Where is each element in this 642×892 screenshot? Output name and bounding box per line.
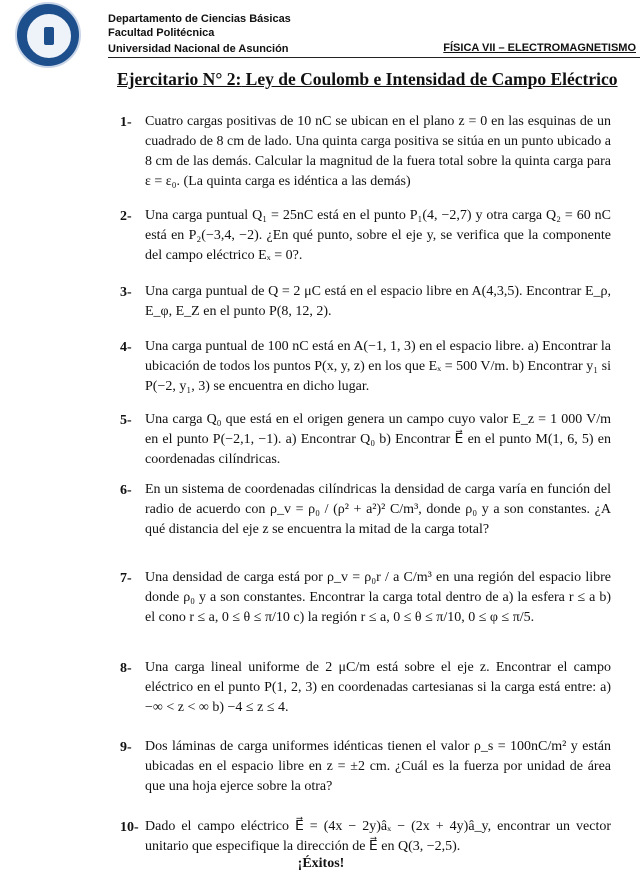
problem-text: Una carga puntual de 100 nC está en A(−1, 1, 3) en el espacio libre. a) Encontrar la ubicación de todos los puntos P(x, y, z) en los que Eₓ = 500 V/m. b) Encontrar y₁ si P(−2, y₁, 3) se encuentra en dicho lugar. — [145, 339, 611, 394]
problem-number: 7- — [120, 571, 132, 586]
problem-number: 10- — [120, 820, 139, 835]
problem-text: Cuatro cargas positivas de 10 nC se ubican en el plano z = 0 en las esquinas de un cuadrado de 8 cm de lado. Una quinta carga positiva se sitúa en un punto ubicado a 8 cm de las demás. Calcular la magnitud de la fuera total sobre la quinta carga para ε = ε₀. (La quinta carga es idéntica a las demás) — [145, 114, 611, 189]
problem-number: 9- — [120, 740, 132, 755]
problem-text: En un sistema de coordenadas cilíndricas la densidad de carga varía en función del radio de acuerdo con ρ_v = ρ₀ / (ρ² + a²)² C/m³, donde ρ₀ y a son constantes. ¿A qué distancia del eje z se encuentra la mitad de la carga total? — [145, 482, 611, 537]
problem-number: 2- — [120, 209, 132, 224]
problem-number: 3- — [120, 285, 132, 300]
problem-text: Dado el campo eléctrico E⃗ = (4x − 2y)âₓ − (2x + 4y)â_y, encontrar un vector unitario que especifique la dirección de E⃗ en Q(3, −2,5). — [145, 819, 611, 854]
logo-inner-seal — [26, 13, 72, 59]
header-divider — [108, 57, 640, 58]
problem-number: 4- — [120, 340, 132, 355]
university-logo — [15, 2, 81, 68]
logo-mark — [44, 27, 54, 45]
problem-text: Una carga Q₀ que está en el origen genera un campo cuyo valor E_z = 1 000 V/m en el punto P(−2,1, −1). a) Encontrar Q₀ b) Encontrar E⃗ en el punto M(1, 6, 5) en coordenadas cilíndricas. — [145, 412, 611, 467]
university-name: Universidad Nacional de Asunción — [108, 43, 289, 55]
problem-number: 6- — [120, 483, 132, 498]
problem-text: Una carga puntual de Q = 2 μC está en el espacio libre en A(4,3,5). Encontrar E_ρ, E_φ, E_Z en el punto P(8, 12, 2). — [145, 284, 611, 319]
problem-text: Dos láminas de carga uniformes idénticas tienen el valor ρ_s = 100nC/m² y están ubicadas en el espacio libre en z = ±2 cm. ¿Cuál es la fuerza por unidad de área que una hoja ejerce sobre la otra? — [145, 739, 611, 794]
title-text: Ley de Coulomb e Intensidad de Campo Eléctrico — [241, 69, 618, 89]
problem-number: 8- — [120, 661, 132, 676]
page-title — [117, 69, 618, 90]
problem-text: Una densidad de carga está por ρ_v = ρ₀r / a C/m³ en una región del espacio libre donde ρ₀ y a son constantes. Encontrar la carga total dentro de a) la esfera r ≤ a b) el cono r ≤ a, 0 ≤ θ ≤ π/10 c) la región r ≤ a, 0 ≤ θ ≤ π/10, 0 ≤ φ ≤ π/5. — [145, 570, 611, 625]
problem-text: Una carga lineal uniforme de 2 μC/m está sobre el eje z. Encontrar el campo eléctrico en el punto P(1, 2, 3) en coordenadas cartesianas si la carga está entre: a) −∞ < z < ∞ b) −4 ≤ z ≤ 4. — [145, 660, 611, 715]
faculty-name: Facultad Politécnica — [108, 27, 215, 39]
course-name: FÍSICA VII – ELECTROMAGNETISMO — [443, 42, 636, 54]
problem-number: 5- — [120, 413, 132, 428]
problem-text: Una carga puntual Q₁ = 25nC está en el punto P₁(4, −2,7) y otra carga Q₂ = 60 nC está en P₂(−3,4, −2). ¿En qué punto, sobre el eje y, se verifica que la componente del campo eléctrico Eₓ = 0?. — [145, 208, 611, 263]
problem-number: 1- — [120, 115, 132, 130]
title-prefix: Ejercitario N° 2: — [117, 69, 242, 89]
department-name: Departamento de Ciencias Básicas — [108, 13, 291, 25]
closing-message: ¡Éxitos! — [297, 856, 345, 871]
